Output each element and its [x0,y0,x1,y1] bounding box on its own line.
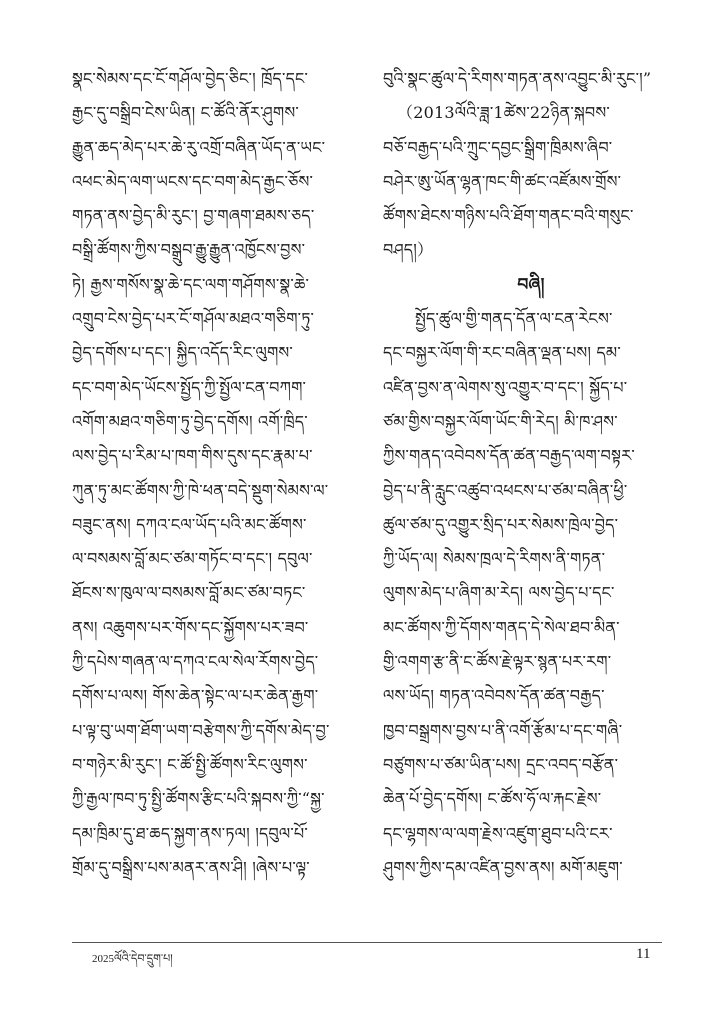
section-heading: བཞི། [517,274,545,295]
text-line: ཤུགས་ཀྱིས་དམ་འཛིན་བྱས་ནས། མགོ་མཇུག་ [383,857,623,877]
text-line: བུའི་སྣང་ཚུལ་དེ་རིགས་གཏན་ནས་འབྱུང་མི་རུང་།” [383,69,652,88]
text-line: ཚོགས་ཐེངས་གཉིས་པའི་ཐོག་གནང་བའི་གསུང་ [383,206,634,226]
text-line: སྤྱོད་ཚུལ་གྱི་གནད་དོན་ལ་ངན་རེངས་ [415,309,613,329]
text-line: འགོག་མཐའ་གཅིག་ཏུ་བྱེད་དགོས། འགོ་ཁྲིད་ [72,411,308,431]
page-number: 11 [636,946,651,962]
text-line: བྱེད་དགོས་པ་དང་། སྐྱིད་འདོད་རིང་ལུགས་ [72,343,293,363]
text-line: དང་བསྐྱར་ལོག་གི་རང་བཞིན་ལྡན་པས། དམ་ [383,343,621,363]
text-line: གྱི་འགག་རྩ་ནི་ང་ཚོས་རྗེ་ལྟར་སྙན་པར་རག་ [383,652,612,672]
left-column [72,62,368,885]
text-line: ཏེ། རྒྱས་གསོས་སྣ་ཆེ་དང་ལག་གཤོགས་སྣ་ཆེ་ [72,274,310,294]
text-line: ཀྱིས་གནད་འབེབས་དོན་ཚན་བརྒྱད་ལག་བསྟར་ [383,446,635,466]
text-line: པ་ལྟ་བུ་ཡག་ཐོག་ཡག་བརྩེགས་ཀྱི་དགོས་མེད་བྱ་ [72,720,330,740]
footer-issue-label: 2025ལོའི་དེབ་དྲུག་པ། [92,953,173,965]
text-line: བཤད།） [383,240,434,260]
text-line: ཀྱི་ཡོད་ལ། སེམས་ཁྲལ་དེ་རིགས་ནི་གཏན་ [383,549,606,569]
text-line: ཁྱབ་བསྒྲགས་བྱས་པ་ནི་འགོ་རྩོམ་པ་དང་གཞི་ [383,720,623,740]
footer-divider [72,942,662,943]
right-column [383,62,679,885]
citation-line: （2013ལོའི་ཟླ་1ཚེས་22ཉིན་སྐབས་ [397,103,610,123]
text-line: སྣང་སེམས་དང་ངོ་གཤོལ་བྱེད་ཅིང་། ཁྲོད་དང་ [72,69,309,88]
text-line: བཅོ་བརྒྱད་པའི་ཀྲུང་དབྱང་སྒྲིག་ཁྲིམས་ཞིབ་ [383,137,613,157]
text-line: དགོས་པ་ལས། གོས་ཆེན་སྟེང་ལ་པར་ཆེན་རྒྱག་ [72,686,319,706]
text-line: བཟུང་ནས། དཀའ་ངལ་ཡོད་པའི་མང་ཚོགས་ [72,514,307,534]
text-line: རྒྱུན་ཆད་མེད་པར་ཆེ་རུ་འགྲོ་བཞིན་ཡོད་ན་ཡང་ [72,137,326,157]
text-line: ཐོངས་ས་ཁུལ་ལ་བསམས་བློ་མང་ཙམ་བཏང་ [72,583,306,603]
text-line: རྒྱང་དུ་བསྒྲིབ་ངེས་ཡིན། ང་ཚོའི་ནོར་ཤུགས་ [72,103,299,123]
text-line: འཕང་མེད་ལག་ཡངས་དང་བག་མེད་རྒྱང་ཅོས་ [72,171,314,191]
text-line: དང་ལྷགས་ལ་ལག་རྗེས་འཛུག་ཐུབ་པའི་ངར་ [383,823,613,843]
text-line: ཙམ་གྱིས་བསྐྱར་ལོག་ཡོང་གི་རེད། མི་ཁ་ཤས་ [383,411,618,431]
text-line: བ་གཉེར་མི་རུང་། ང་ཚོ་སྤྱི་ཚོགས་རིང་ལུགས་ [72,754,308,774]
text-line: ནས། འཆུགས་པར་གོས་དང་སྐྱོགས་པར་ཟབ་ [72,617,309,637]
text-line: ཆེན་པོ་བྱེད་དགོས། ང་ཚོས་ཧོ་ལ་རྐང་རྗེས་ [383,789,602,809]
text-line: གཏན་ནས་བྱེད་མི་རུང་། བྱ་གཞག་ཐམས་ཅད་ [72,206,315,226]
text-line: དང་བག་མེད་ཡོངས་སྤྱོད་ཀྱི་སྤྱོལ་ངན་བཀག་ [72,377,307,397]
text-line: ཚུལ་ཙམ་དུ་འགྱུར་སྲིད་པར་སེམས་ཁྲེལ་བྱེད་ [383,514,619,534]
text-line: ལས་ཡོད། གཏན་འབེབས་དོན་ཚན་བརྒྱད་ [383,686,605,706]
text-line: གྲོམ་དུ་བསྒྲིས་པས་མནར་ནས་ཤི། །ཞེས་པ་ལྟ་ [72,857,310,877]
text-line: བསྒྲི་ཚོགས་ཀྱིས་བསྒྲུབ་རྒྱུ་རྒྱུན་འཁྱོངས་བྱས་ [72,240,306,260]
text-line: ལས་བྱེད་པ་རིམ་པ་ཁག་གིས་དུས་དང་རྣམ་པ་ [72,446,313,466]
text-line: འཛིན་བྱས་ན་ལེགས་སུ་འགྱུར་བ་དང་། སྐྱོད་པ་ [383,377,628,397]
text-line: ལུགས་མེད་པ་ཞིག་མ་རེད། ལས་བྱེད་པ་དང་ [383,583,615,603]
text-line: བྱེད་པ་ནི་རླུང་འཚུབ་འཕངས་པ་ཙམ་བཞིན་ཕྱི་ [383,480,628,500]
text-line: བཙུགས་པ་ཙམ་ཡིན་པས། དྲང་འབད་བརྩོན་ [383,754,619,774]
text-line: ཀུན་ཏུ་མང་ཚོགས་ཀྱི་ཁེ་ཕན་བདེ་སྡུག་སེམས་ལ་ [72,480,329,500]
text-line: འགྲུབ་ངེས་བྱེད་པར་ངོ་གཤོལ་མཐའ་གཅིག་ཏུ་ [72,309,315,329]
text-line: ཀྱི་དཔེས་གཞན་ལ་དཀའ་ངལ་སེལ་རོགས་བྱེད་ [72,652,319,672]
text-line: ཀྱི་རྒྱལ་ཁབ་ཏུ་སྤྱི་ཚོགས་རྩིང་པའི་སྐབས་ཀྱི་“སྐྱ་ [72,789,325,809]
text-line: ལ་བསམས་བློ་མང་ཙམ་གཏོང་བ་དང་། དབུལ་ [72,549,313,569]
text-line: བཤེར་ཨུ་ཡོན་ལྷན་ཁང་གི་ཚང་འཛོམས་གྲོས་ [383,171,622,191]
text-line: མང་ཚོགས་ཀྱི་དོགས་གནད་དེ་སེལ་ཐབ་མིན་ [383,617,620,637]
text-line: དམ་ཁྲིམ་དུ་ཐ་ཆད་སྐྱག་ནས་ཏལ། །དབུལ་པོ་ [72,823,308,843]
